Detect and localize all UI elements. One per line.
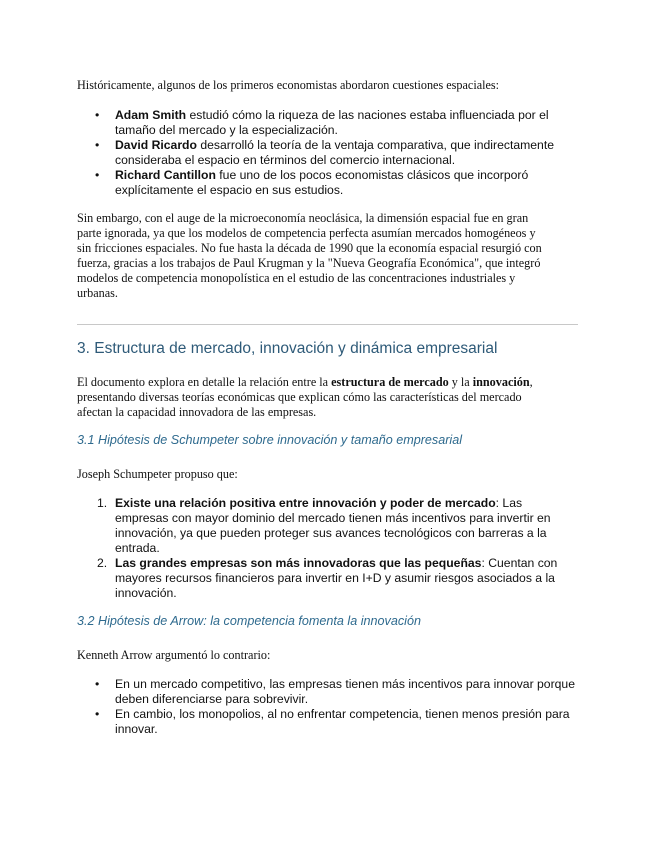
arrow-list xyxy=(77,677,577,737)
item-text: En un mercado competitivo, las empresas tienen más incentivos para innovar porque deben diferenciarse para sobrevivir. xyxy=(115,677,575,706)
section-3-1-heading: 3.1 Hipótesis de Schumpeter sobre innovación y tamaño empresarial xyxy=(77,433,463,447)
economist-text: estudió cómo la riqueza de las naciones estaba influenciada por el tamaño del mercado y la especialización. xyxy=(115,108,549,137)
bullet-icon: • xyxy=(95,168,100,182)
economists-list xyxy=(77,108,577,198)
economist-name: Adam Smith xyxy=(115,108,187,122)
item-text: : Las empresas con mayor dominio del mercado tienen más incentivos para invertir en innovación, ya que pueden proteger sus avances tecnológicos con barreras a la entrada. xyxy=(115,496,551,555)
item-number: 2. xyxy=(97,556,108,570)
list-item xyxy=(77,168,577,198)
section-3-2-heading: 3.2 Hipótesis de Arrow: la competencia fomenta la innovación xyxy=(77,614,421,628)
bullet-icon: • xyxy=(95,677,100,691)
intro-text: , presentando diversas teorías económicas que explican cómo las características del mercado afectan la capacidad innovadora de las empresas. xyxy=(77,375,533,419)
economist-name: David Ricardo xyxy=(115,138,197,152)
section-3-heading: 3. Estructura de mercado, innovación y dinámica empresarial xyxy=(77,340,498,357)
economist-text: fue uno de los pocos economistas clásicos que incorporó explícitamente el espacio en sus estudios. xyxy=(115,168,529,197)
list-item xyxy=(77,138,577,168)
bullet-icon: • xyxy=(95,707,100,721)
intro-bold-term: innovación xyxy=(472,375,530,389)
intro-bold-term: estructura de mercado xyxy=(331,375,449,389)
intro-text: El documento explora en detalle la relación entre la xyxy=(77,375,332,389)
history-paragraph: Sin embargo, con el auge de la microeconomía neoclásica, la dimensión espacial fue en gran parte ignorada, ya que los modelos de competencia perfecta asumían mercados homogéneos y sin fricciones espaciales. No fue hasta la década de 1990 que la economía espacial resurgió con fuerza, gracias a los trabajos de Paul Krugman y la "Nueva Geografía Económica", que integró modelos de competencia monopolística en el estudio de las concentraciones industriales y urbanas. xyxy=(77,211,542,300)
list-item xyxy=(77,707,577,737)
item-bold: Las grandes empresas son más innovadoras que las pequeñas xyxy=(115,556,482,570)
section-3-intro xyxy=(77,375,552,420)
item-bold: Existe una relación positiva entre innovación y poder de mercado xyxy=(115,496,496,510)
intro-paragraph: Históricamente, algunos de los primeros economistas abordaron cuestiones espaciales: xyxy=(77,78,500,92)
list-item xyxy=(77,677,577,707)
economist-name: Richard Cantillon xyxy=(115,168,216,182)
intro-text: y la xyxy=(448,375,473,389)
list-item xyxy=(77,496,577,556)
item-text: En cambio, los monopolios, al no enfrentar competencia, tienen menos presión para innovar. xyxy=(115,707,570,736)
bullet-icon: • xyxy=(95,108,100,122)
list-item xyxy=(77,556,577,601)
section-3-1-intro: Joseph Schumpeter propuso que: xyxy=(77,467,238,481)
section-3-2-intro: Kenneth Arrow argumentó lo contrario: xyxy=(77,648,271,662)
bullet-icon: • xyxy=(95,138,100,152)
item-text: : Cuentan con mayores recursos financieros para invertir en I+D y asumir riesgos asociados a la innovación. xyxy=(115,556,558,600)
schumpeter-list xyxy=(77,496,577,601)
economist-text: desarrolló la teoría de la ventaja comparativa, que indirectamente consideraba el espacio en términos del comercio internacional. xyxy=(115,138,554,167)
section-divider xyxy=(77,324,578,325)
list-item xyxy=(77,108,577,138)
item-number: 1. xyxy=(97,496,108,510)
